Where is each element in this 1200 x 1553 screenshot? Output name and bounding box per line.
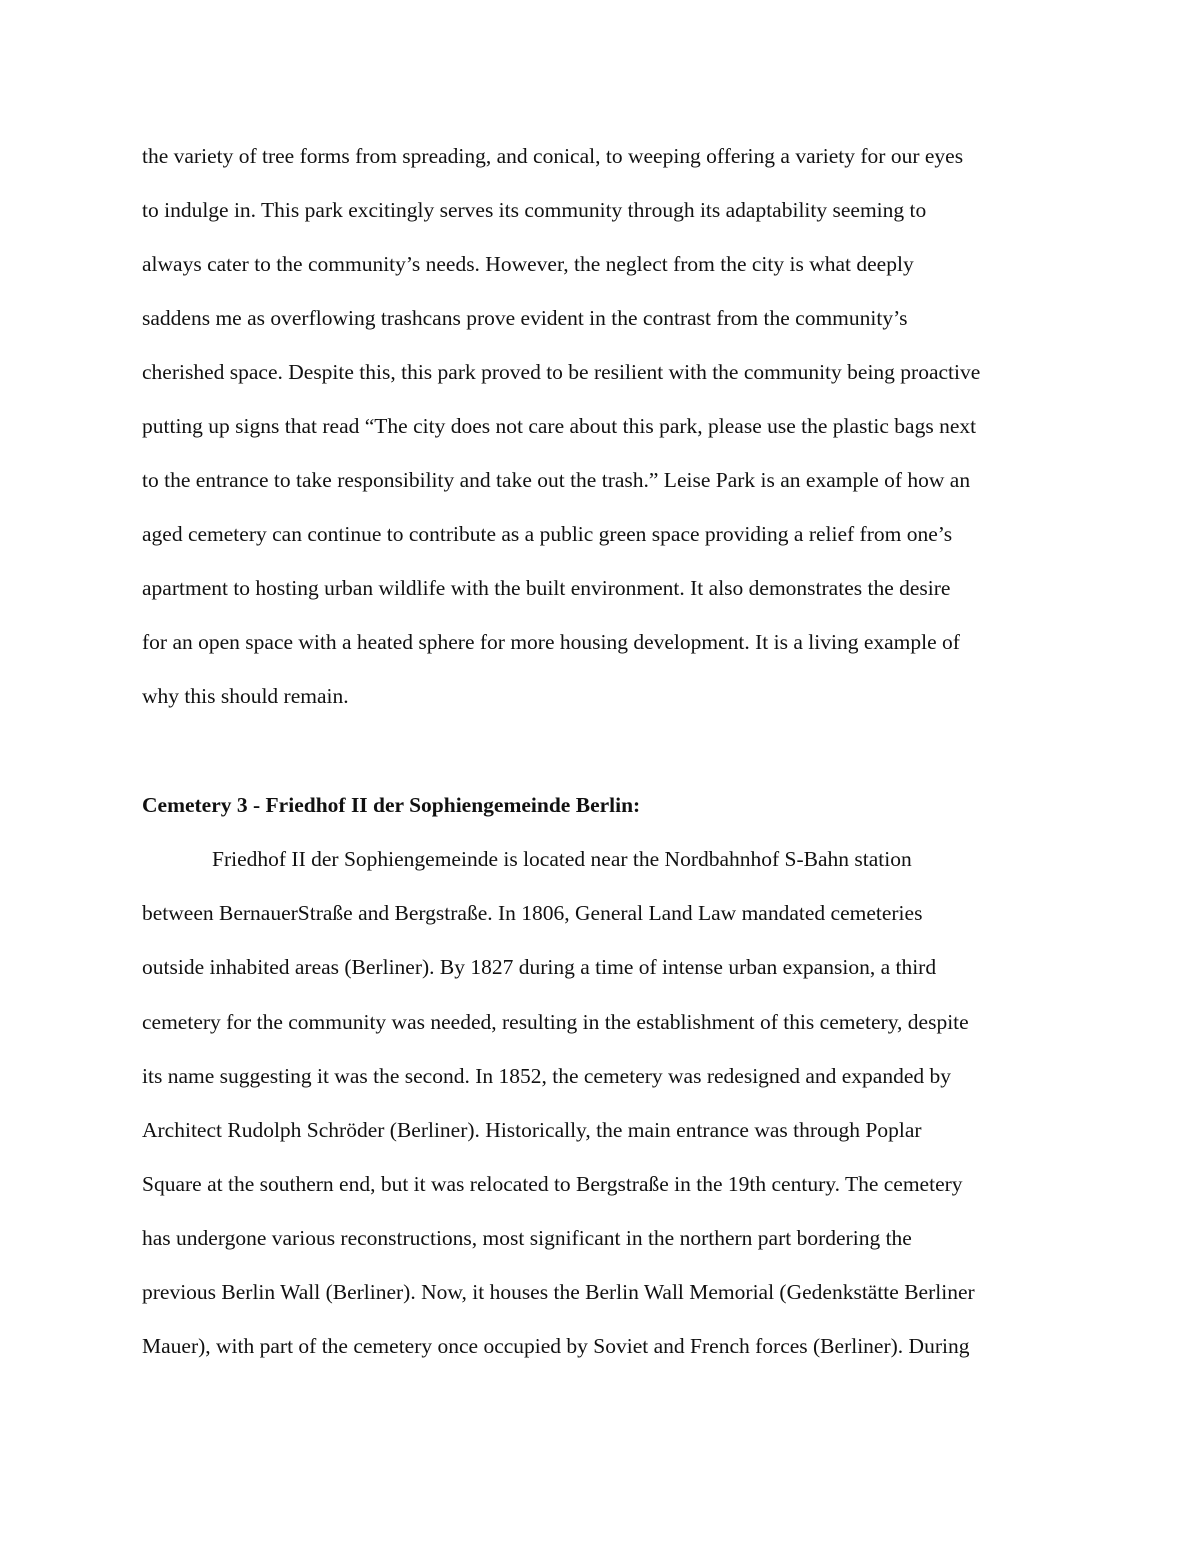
paragraph-line: Mauer), with part of the cemetery once occupied by Soviet and French forces (Berliner). During [142,1334,970,1358]
paragraph-line: aged cemetery can continue to contribute as a public green space providing a relief from one’s [142,522,953,546]
paragraph-line: cemetery for the community was needed, resulting in the establishment of this cemetery, despite [142,1010,969,1034]
paragraph-line: has undergone various reconstructions, most significant in the northern part bordering the [142,1226,912,1250]
paragraph-line: its name suggesting it was the second. In 1852, the cemetery was redesigned and expanded by [142,1064,952,1088]
paragraph-line: always cater to the community’s needs. However, the neglect from the city is what deeply [142,252,914,276]
paragraph-line: Architect Rudolph Schröder (Berliner). Historically, the main entrance was through Poplar [142,1118,922,1142]
paragraph-line: apartment to hosting urban wildlife with the built environment. It also demonstrates the desire [142,576,951,600]
paragraph-line: Friedhof II der Sophiengemeinde is located near the Nordbahnhof S-Bahn station [212,847,912,871]
paragraph-line: putting up signs that read “The city does not care about this park, please use the plastic bags next [142,414,977,438]
paragraph-line: between BernauerStraße and Bergstraße. In 1806, General Land Law mandated cemeteries [142,901,923,925]
paragraph-line: previous Berlin Wall (Berliner). Now, it houses the Berlin Wall Memorial (Gedenkstätte Berliner [142,1280,975,1304]
paragraph-line: Square at the southern end, but it was relocated to Bergstraße in the 19th century. The cemetery [142,1172,963,1196]
paragraph-line: for an open space with a heated sphere for more housing development. It is a living example of [142,630,960,654]
section-heading: Cemetery 3 - Friedhof II der Sophiengemeinde Berlin: [142,793,641,817]
paragraph-line: to indulge in. This park excitingly serves its community through its adaptability seeming to [142,198,927,222]
paragraph-line: outside inhabited areas (Berliner). By 1827 during a time of intense urban expansion, a third [142,955,937,979]
paragraph-line: to the entrance to take responsibility and take out the trash.” Leise Park is an example of how an [142,468,971,492]
paragraph-line: why this should remain. [142,684,349,708]
paragraph-line: cherished space. Despite this, this park proved to be resilient with the community being proactive [142,360,981,384]
paragraph-line: the variety of tree forms from spreading, and conical, to weeping offering a variety for our eyes [142,144,964,168]
paragraph-line: saddens me as overflowing trashcans prove evident in the contrast from the community’s [142,306,908,330]
